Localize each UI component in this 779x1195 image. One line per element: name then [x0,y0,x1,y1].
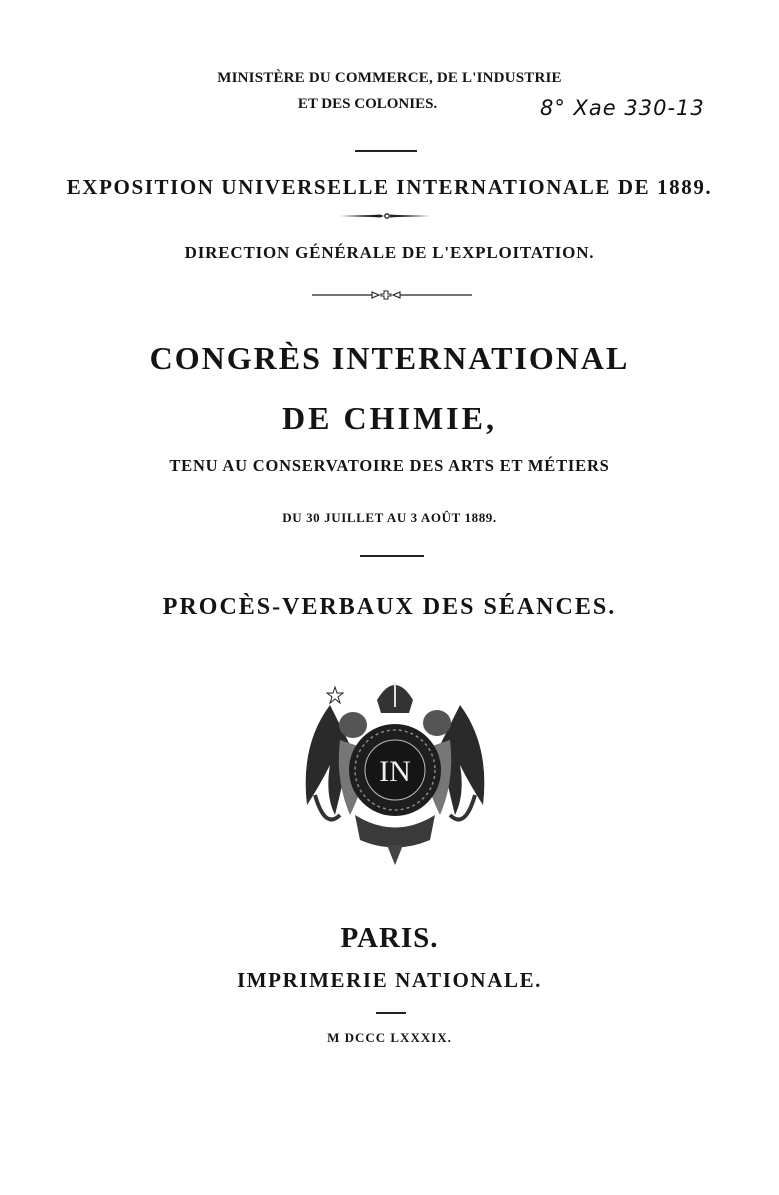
ornamental-divider-icon [340,212,430,220]
ministry-line-2: ET DES COLONIES. [297,96,438,112]
divider-rule [360,555,424,557]
direction-heading: DIRECTION GÉNÉRALE DE L'EXPLOITATION. [184,243,595,262]
imprint-city: PARIS. [340,922,439,954]
divider-rule [376,1012,406,1014]
imprint-year: M DCCC LXXXIX. [327,1030,452,1045]
imprimerie-nationale-emblem-icon [295,665,495,875]
proceedings-subtitle: PROCÈS-VERBAUX DES SÉANCES. [162,594,617,620]
ornamental-divider-icon [312,290,472,300]
venue-text: TENU AU CONSERVATOIRE DES ARTS ET MÉTIERS [169,456,610,475]
imprint-printer: IMPRIMERIE NATIONALE. [236,968,543,992]
dates-text: DU 30 JUILLET AU 3 AOÛT 1889. [282,510,497,525]
ministry-line-1: MINISTÈRE DU COMMERCE, DE L'INDUSTRIE [217,70,562,86]
divider-rule [355,150,417,152]
handwritten-shelfmark: 8° Xae 330-13 [540,96,705,120]
congress-title-line-1: CONGRÈS INTERNATIONAL [149,340,630,376]
emblem-monogram: IN [379,755,411,788]
exposition-heading: EXPOSITION UNIVERSELLE INTERNATIONALE DE 1889. [66,175,713,199]
congress-title-line-2: DE CHIMIE, [282,400,497,436]
